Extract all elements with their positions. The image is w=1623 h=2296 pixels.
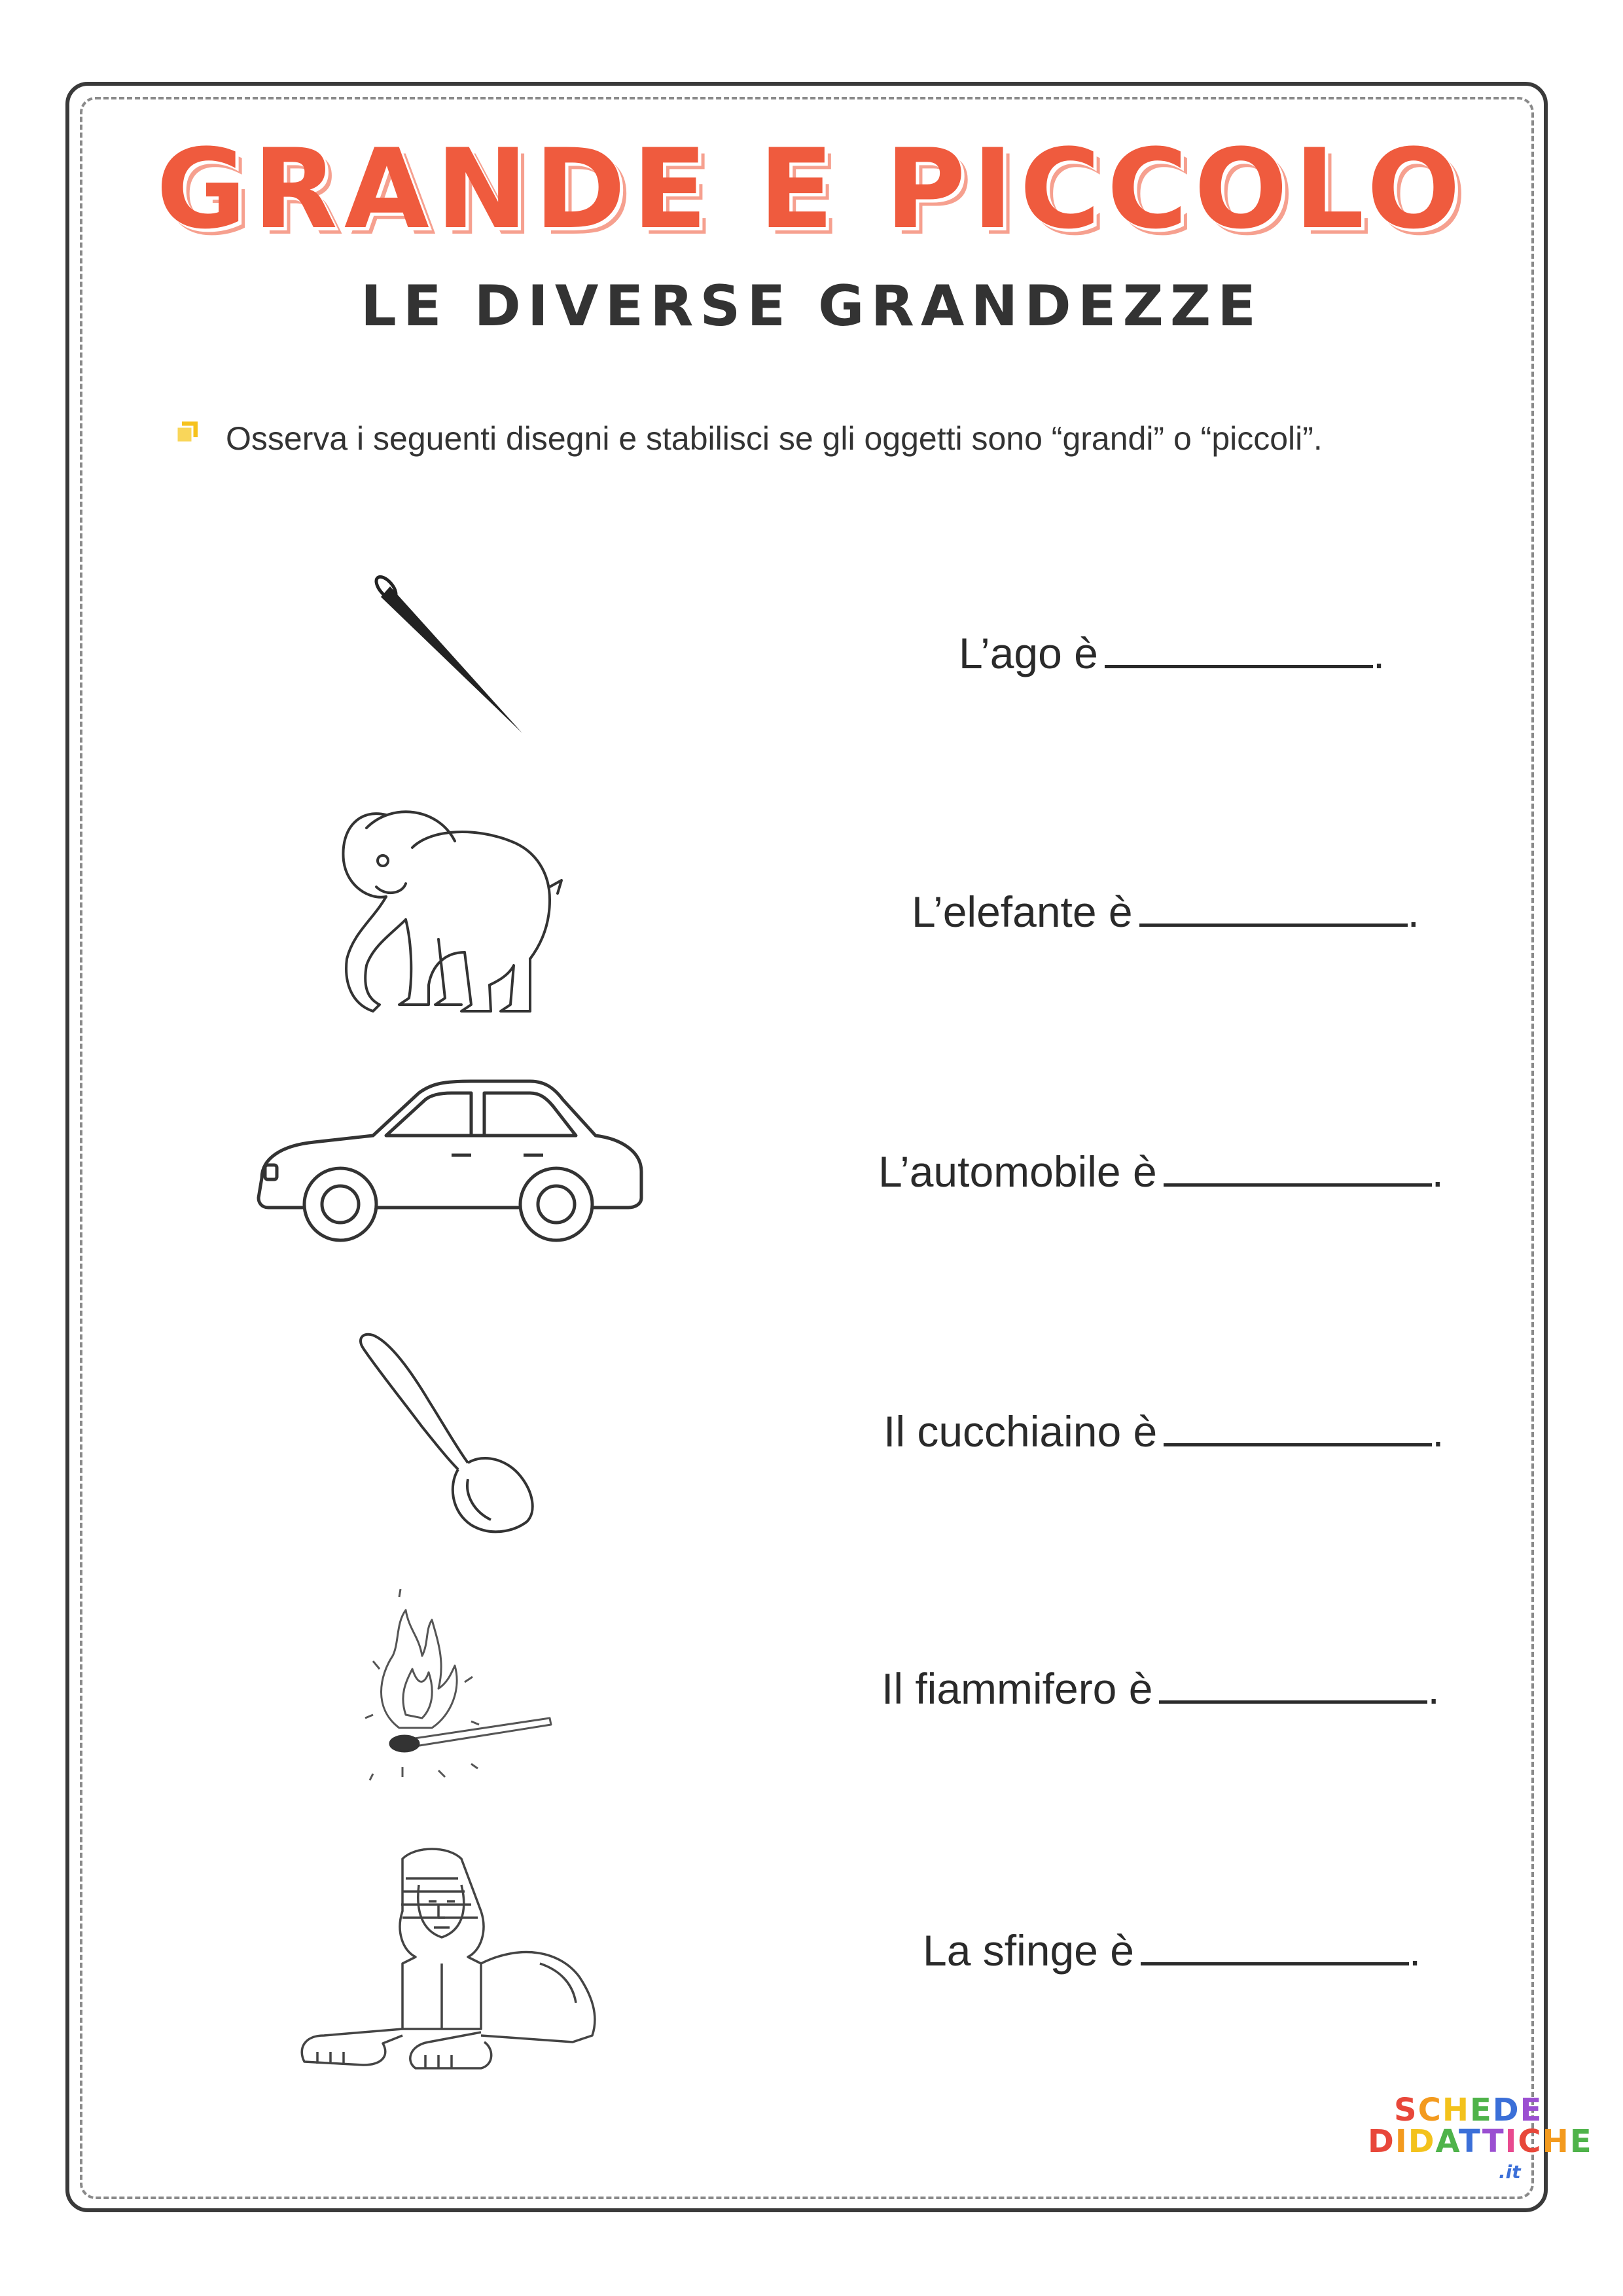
row-4-sentence	[883, 1405, 1603, 1456]
page-title: GRANDE E PICCOLO	[156, 125, 1467, 253]
logo-line-2: DIDATTICHE	[1368, 2123, 1593, 2160]
row-6-end: .	[1408, 1926, 1421, 1975]
row-6-sentence	[923, 1924, 1623, 1975]
instruction-text: Osserva i seguenti disegni e stabilisci se gli oggetti sono “grandi” o “piccoli”.	[226, 420, 1323, 457]
row-1-label: L’ago è	[959, 629, 1098, 677]
row-4-label: Il cucchiaino è	[883, 1407, 1158, 1456]
spoon-icon	[350, 1329, 546, 1538]
elephant-icon	[314, 789, 576, 1050]
schede-didattiche-logo	[1368, 2092, 1593, 2183]
row-2-end: .	[1407, 888, 1419, 936]
car-icon	[255, 1073, 648, 1270]
row-3-sentence	[878, 1145, 1598, 1196]
needle-icon	[366, 569, 530, 740]
answer-blank-5[interactable]	[1159, 1662, 1427, 1704]
sphinx-icon	[285, 1839, 605, 2081]
match-icon	[340, 1584, 563, 1793]
row-1-end: .	[1372, 629, 1385, 677]
row-3-end: .	[1431, 1147, 1444, 1196]
row-5-sentence	[882, 1662, 1601, 1713]
answer-blank-1[interactable]	[1105, 627, 1373, 668]
page-subtitle: LE DIVERSE GRANDEZZE	[361, 274, 1262, 339]
row-1-sentence	[959, 627, 1623, 678]
logo-tld: .it	[1499, 2161, 1521, 2183]
row-4-end: .	[1432, 1407, 1444, 1456]
answer-blank-2[interactable]	[1139, 886, 1408, 927]
bullet-icon	[175, 420, 199, 444]
row-5-label: Il fiammifero è	[882, 1664, 1153, 1713]
row-3-label: L’automobile è	[878, 1147, 1157, 1196]
answer-blank-4[interactable]	[1164, 1405, 1432, 1446]
row-5-end: .	[1427, 1664, 1440, 1713]
logo-line-1: SCHEDE	[1394, 2092, 1543, 2128]
answer-blank-3[interactable]	[1164, 1145, 1432, 1187]
row-2-sentence	[912, 886, 1623, 937]
answer-blank-6[interactable]	[1141, 1924, 1409, 1965]
row-2-label: L’elefante è	[912, 888, 1133, 936]
row-6-label: La sfinge è	[923, 1926, 1134, 1975]
